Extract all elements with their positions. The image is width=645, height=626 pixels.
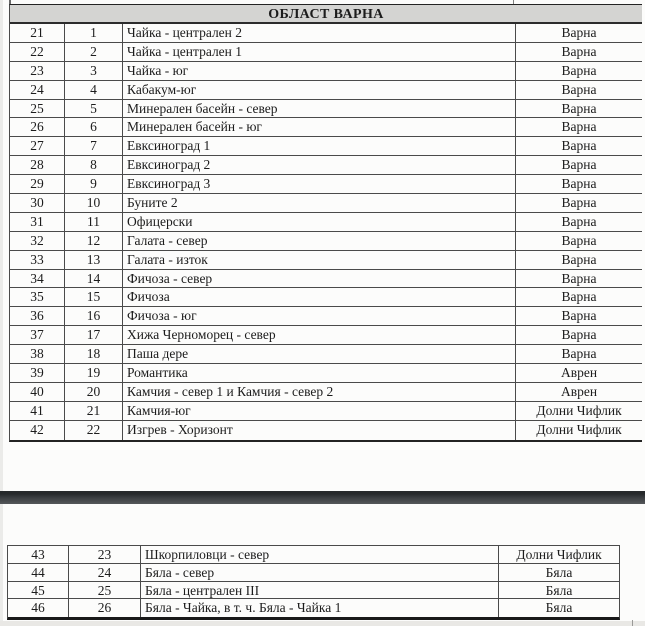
- municipality-cell: Варна: [561, 25, 597, 40]
- beach-name-cell: Минерален басейн - север: [123, 100, 516, 118]
- row-number-cell: 22: [10, 43, 65, 61]
- municipality-cell: Бяла: [545, 582, 573, 598]
- row-number-cell: 31: [10, 213, 65, 231]
- beach-number-cell: 20: [65, 383, 123, 401]
- beach-number-cell: 16: [65, 307, 123, 325]
- beach-number-cell: 12: [65, 232, 123, 250]
- row-number-cell: 40: [10, 383, 65, 401]
- beach-name-cell: Евксиноград 2: [123, 156, 516, 174]
- table-row: [10, 43, 642, 62]
- beach-number-cell: 9: [65, 175, 123, 193]
- table-row: [8, 564, 619, 582]
- beach-name-cell: Бяла - централен III: [141, 582, 499, 599]
- beach-name-cell: Буните 2: [123, 194, 516, 212]
- municipality-cell: Аврен: [560, 365, 598, 381]
- beach-name-cell: Евксиноград 1: [123, 137, 516, 155]
- beach-number-cell: 17: [65, 326, 123, 344]
- municipality-cell: Варна: [561, 138, 597, 154]
- row-number-cell: 30: [10, 194, 65, 212]
- table-row: [10, 345, 642, 364]
- row-number-cell: 39: [10, 364, 65, 382]
- table-row: [10, 307, 642, 326]
- table-row: [10, 194, 642, 213]
- municipality-cell: Варна: [561, 195, 597, 211]
- table-row: [8, 582, 619, 600]
- beach-number-cell: 10: [65, 194, 123, 212]
- beach-name-cell: Фичоза - юг: [123, 307, 516, 325]
- scan-edge-strip: [0, 0, 3, 626]
- table-row: [10, 24, 642, 43]
- municipality-cell: Варна: [561, 119, 597, 135]
- row-number-cell: 21: [10, 24, 65, 42]
- beach-name-cell: Евксиноград 3: [123, 175, 516, 193]
- region-table-upper: [9, 4, 642, 442]
- table-row: [10, 213, 642, 232]
- table-row: [10, 232, 642, 251]
- table-row: [10, 100, 642, 119]
- beach-name-cell: Хижа Черноморец - север: [123, 326, 516, 344]
- beach-name-cell: Чайка - централен 2: [123, 24, 516, 42]
- municipality-cell: Варна: [561, 232, 597, 248]
- beach-number-cell: 6: [65, 118, 123, 136]
- row-number-cell: 43: [8, 546, 69, 563]
- beach-number-cell: 8: [65, 156, 123, 174]
- municipality-cell: Долни Чифлик: [516, 547, 602, 562]
- row-number-cell: 23: [10, 62, 65, 80]
- table-row: [10, 364, 642, 383]
- beach-number-cell: 13: [65, 251, 123, 269]
- beach-name-cell: Галата - изток: [123, 251, 516, 269]
- municipality-cell: Варна: [561, 100, 597, 116]
- row-number-cell: 27: [10, 137, 65, 155]
- table-row: [10, 251, 642, 270]
- row-number-cell: 28: [10, 156, 65, 174]
- row-number-cell: 33: [10, 251, 65, 269]
- municipality-cell: Бяла: [545, 600, 573, 616]
- beach-number-cell: 24: [69, 564, 141, 581]
- row-number-cell: 37: [10, 326, 65, 344]
- municipality-cell: Аврен: [560, 383, 598, 399]
- municipality-cell: Варна: [561, 289, 597, 305]
- table-row: [10, 402, 642, 421]
- beach-number-cell: 5: [65, 100, 123, 118]
- row-number-cell: 26: [10, 118, 65, 136]
- municipality-cell: Варна: [561, 346, 597, 362]
- table-row: [10, 326, 642, 345]
- table-row: [10, 270, 642, 289]
- lower-table-rows: [8, 546, 619, 617]
- municipality-cell: Долни Чифлик: [536, 402, 622, 418]
- row-number-cell: 44: [8, 564, 69, 581]
- table-row: [10, 288, 642, 307]
- table-row: [10, 383, 642, 402]
- upper-table-rows: [10, 24, 642, 440]
- beach-name-cell: Кабакум-юг: [123, 81, 516, 99]
- beach-name-cell: Фичоза: [123, 288, 516, 306]
- beach-number-cell: 26: [69, 599, 141, 617]
- beach-name-cell: Романтика: [123, 364, 516, 382]
- table-row: [10, 81, 642, 100]
- beach-number-cell: 25: [69, 582, 141, 599]
- beach-name-cell: Шкорпиловци - север: [141, 546, 499, 563]
- row-number-cell: 42: [10, 421, 65, 440]
- beach-name-cell: Камчия-юг: [123, 402, 516, 420]
- row-number-cell: 45: [8, 582, 69, 599]
- table-row: [10, 118, 642, 137]
- municipality-cell: Варна: [561, 327, 597, 343]
- municipality-cell: Долни Чифлик: [536, 421, 622, 437]
- municipality-cell: Варна: [561, 157, 597, 173]
- row-number-cell: 38: [10, 345, 65, 363]
- beach-number-cell: 3: [65, 62, 123, 80]
- beach-number-cell: 7: [65, 137, 123, 155]
- row-number-cell: 24: [10, 81, 65, 99]
- beach-name-cell: Чайка - юг: [123, 62, 516, 80]
- table-row: [10, 137, 642, 156]
- municipality-cell: Варна: [561, 62, 597, 78]
- beach-name-cell: Паша дере: [123, 345, 516, 363]
- municipality-cell: Варна: [561, 176, 597, 192]
- beach-number-cell: 22: [65, 421, 123, 440]
- row-number-cell: 35: [10, 288, 65, 306]
- beach-number-cell: 4: [65, 81, 123, 99]
- table-row: [10, 62, 642, 81]
- region-header: ОБЛАСТ ВАРНА: [10, 5, 642, 24]
- municipality-cell: Варна: [561, 270, 597, 286]
- page-break-divider-bar: [0, 491, 645, 504]
- bottom-edge-strip: [0, 621, 645, 626]
- region-table-lower: [7, 545, 620, 620]
- municipality-cell: Бяла: [545, 564, 573, 580]
- beach-number-cell: 2: [65, 43, 123, 61]
- table-row: [8, 546, 619, 564]
- municipality-cell: Варна: [561, 213, 597, 229]
- beach-name-cell: Галата - север: [123, 232, 516, 250]
- row-number-cell: 41: [10, 402, 65, 420]
- row-number-cell: 46: [8, 599, 69, 617]
- beach-number-cell: 11: [65, 213, 123, 231]
- beach-name-cell: Камчия - север 1 и Камчия - север 2: [123, 383, 516, 401]
- beach-name-cell: Изгрев - Хоризонт: [123, 421, 516, 440]
- table-row: [10, 421, 642, 440]
- beach-number-cell: 21: [65, 402, 123, 420]
- beach-name-cell: Бяла - север: [141, 564, 499, 581]
- bottom-right-border-stub: [632, 620, 633, 626]
- municipality-cell: Варна: [561, 308, 597, 324]
- row-number-cell: 34: [10, 270, 65, 288]
- beach-name-cell: Офицерски: [123, 213, 516, 231]
- table-row: [10, 175, 642, 194]
- beach-name-cell: Чайка - централен 1: [123, 43, 516, 61]
- municipality-cell: Варна: [561, 251, 597, 267]
- beach-number-cell: 19: [65, 364, 123, 382]
- row-number-cell: 29: [10, 175, 65, 193]
- beach-name-cell: Минерален басейн - юг: [123, 118, 516, 136]
- beach-name-cell: Бяла - Чайка, в т. ч. Бяла - Чайка 1: [141, 599, 499, 617]
- row-number-cell: 25: [10, 100, 65, 118]
- beach-number-cell: 1: [65, 24, 123, 42]
- row-number-cell: 36: [10, 307, 65, 325]
- municipality-cell: Варна: [561, 81, 597, 97]
- row-number-cell: 32: [10, 232, 65, 250]
- table-row: [10, 156, 642, 175]
- municipality-cell: Варна: [561, 43, 597, 59]
- beach-number-cell: 23: [69, 546, 141, 563]
- table-row: [8, 599, 619, 617]
- beach-number-cell: 18: [65, 345, 123, 363]
- beach-name-cell: Фичоза - север: [123, 270, 516, 288]
- beach-number-cell: 14: [65, 270, 123, 288]
- beach-number-cell: 15: [65, 288, 123, 306]
